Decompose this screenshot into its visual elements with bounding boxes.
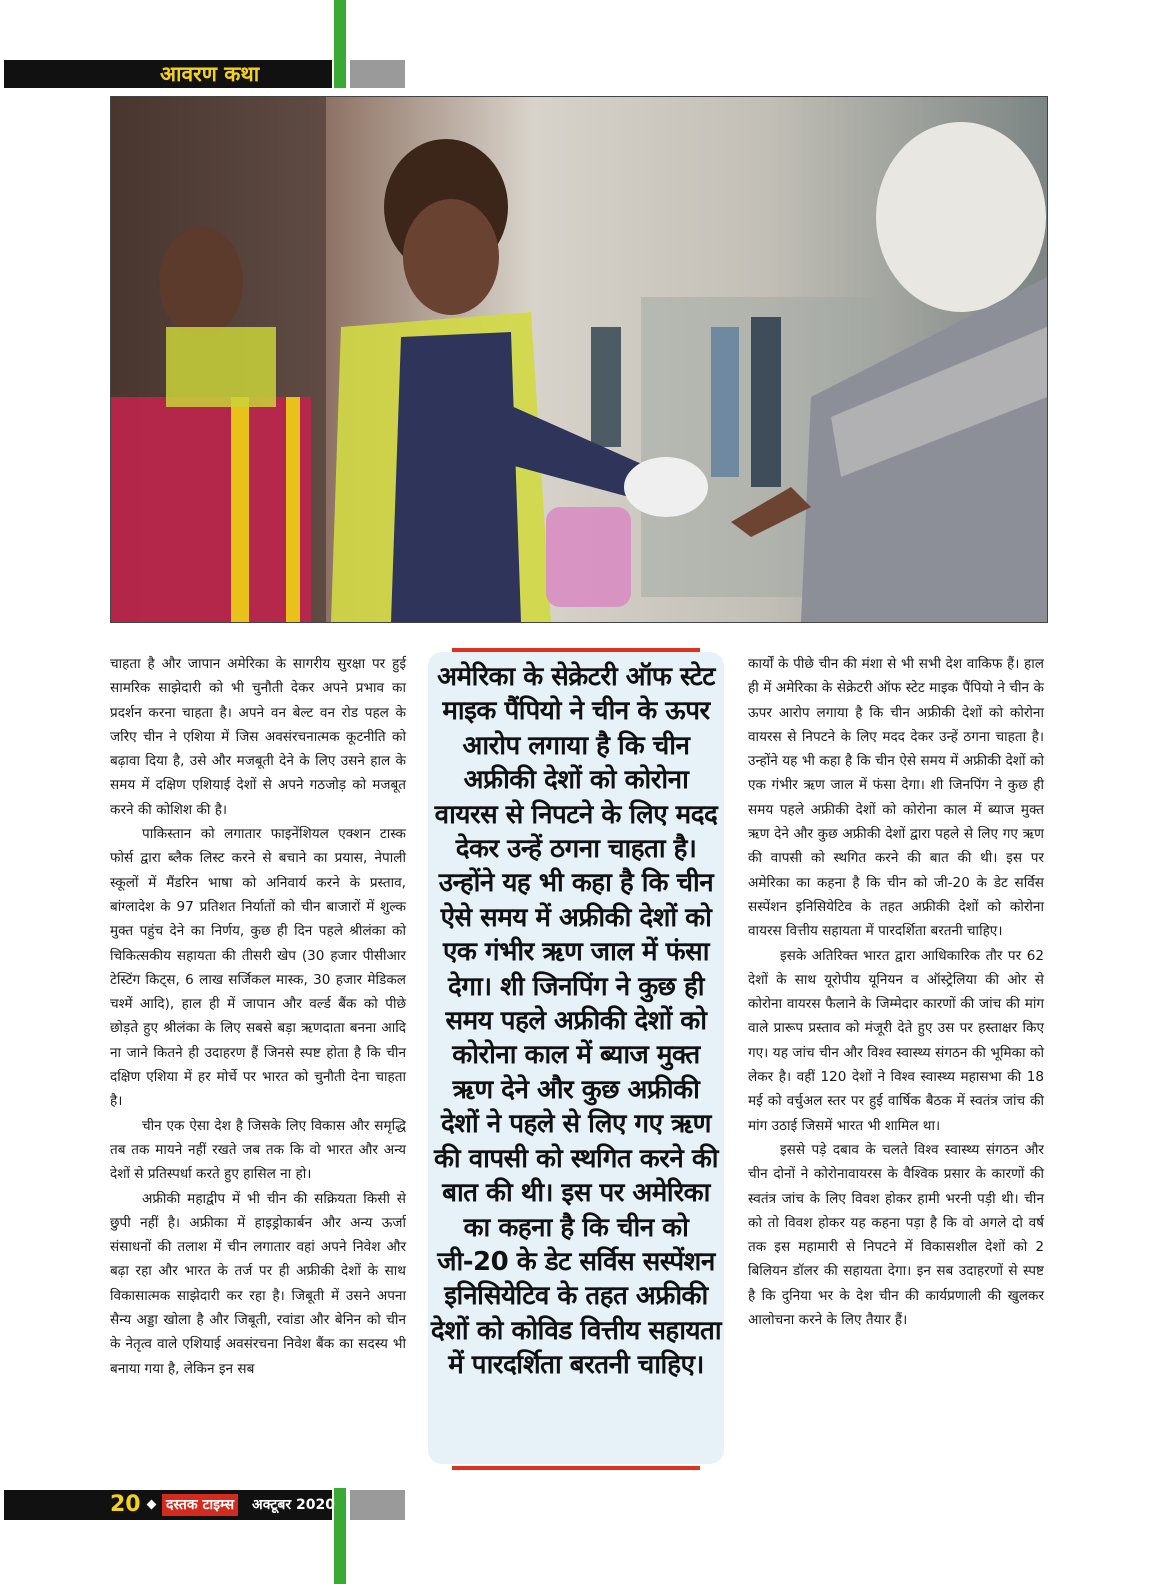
article-photo xyxy=(110,96,1048,623)
magazine-logo: दस्तक टाइम्स xyxy=(162,1494,238,1516)
issue-date: अक्टूबर 2020 xyxy=(252,1497,335,1513)
pull-quote-rule-top xyxy=(452,648,700,652)
section-label: आवरण कथा xyxy=(160,62,260,86)
footer-grey-block xyxy=(350,1490,405,1520)
header-green-accent xyxy=(334,0,346,88)
photo-hand-sanitizing-icon xyxy=(111,97,1047,622)
footer-green-accent xyxy=(334,1488,346,1584)
header-grey-block xyxy=(350,60,405,88)
pull-quote-rule-bottom xyxy=(452,1466,700,1470)
article-paragraph: चाहता है और जापान अमेरिका के सागरीय सुरक्षा पर हुई सामरिक साझेदारी को भी चुनौती देकर अपने प्रभाव का प्रदर्शन करना चाहता है। अपने वन बेल्ट वन रोड पहल के जरिए चीन ने एशिया में जिस अवसंरचनात्मक कूटनीति को बढ़ावा दिया है, उसे और मजबूती देने के लिए उसने हाल के समय में दक्षिण एशियाई देशों से अपने गठजोड़ को मजबूत करने की कोशिश की है। xyxy=(110,656,406,818)
article-column-right xyxy=(748,652,1044,1332)
article-paragraph: पाकिस्तान को लगातार फाइनेंशियल एक्शन टास्क फोर्स द्वारा ब्लैक लिस्ट करने से बचाने का प्रयास, नेपाली स्कूलों में मैंडरिन भाषा को अनिवार्य करने के प्रस्ताव, बांग्लादेश के 97 प्रतिशत निर्यातों को चीन बाजारों में शुल्क मुक्त पहुंच देने का निर्णय, कुछ ही दिन पहले श्रीलंका को चिकित्सकीय सहायता की तीसरी खेप (30 हजार पीसीआर टेस्टिंग किट्स, 6 लाख सर्जिकल मास्क, 30 हजार मेडिकल चश्में आदि), हाल ही में जापान और वर्ल्ड बैंक को पीछे छोड़ते हुए श्रीलंका के लिए सबसे बड़ा ऋणदाता बनना आदि ना जाने कितने ही उदाहरण हैं जिनसे स्पष्ट होता है कि चीन दक्षिण एशिया में हर मोर्चे पर भारत को चुनौती देना चाहता है। xyxy=(110,826,406,1110)
article-paragraph: इससे पड़े दबाव के चलते विश्व स्वास्थ्य संगठन और चीन दोनों ने कोरोनावायरस के वैश्विक प्रसार के कारणों की स्वतंत्र जांच के लिए विवश होकर हामी भरनी पड़ी थी। चीन को तो विवश होकर यह कहना पड़ा है कि वो अगले दो वर्ष तक इस महामारी से निपटने में विकासशील देशों को 2 बिलियन डॉलर की सहायता देगा। इन सब उदाहरणों से स्पष्ट है कि दुनिया भर के देश चीन की कार्यप्रणाली की खुलकर आलोचना करने के लिए तैयार हैं। xyxy=(748,1141,1044,1329)
article-paragraph: अफ्रीकी महाद्वीप में भी चीन की सक्रियता किसी से छुपी नहीं है। अफ्रीका में हाइड्रोकार्बन और अन्य ऊर्जा संसाधनों की तलाश में चीन लगातार वहां अपने निवेश और बढ़ा रहा और भारत के तर्ज पर ही अफ्रीकी देशों के साथ विकासात्मक साझेदारी कर रहा है। जिबूती में उसने अपना सैन्य अड्डा खोला है और जिबूती, रवांडा और बेनिन को चीन के नेतृत्व वाले एशियाई अवसंरचना निवेश बैंक का सदस्य भी बनाया गया है, लेकिन इन सब xyxy=(110,1190,406,1377)
article-paragraph: इसके अतिरिक्त भारत द्वारा आधिकारिक तौर पर 62 देशों के साथ यूरोपीय यूनियन व ऑस्ट्रेलिया की ओर से कोरोना वायरस फैलाने के जिम्मेदार कारणों की जांच की मांग वाले प्रारूप प्रस्ताव को मंजूरी देते हुए उस पर हस्ताक्षर किए गए। यह जांच चीन और विश्व स्वास्थ्य संगठन की भूमिका को लेकर है। वहीं 120 देशों ने विश्व स्वास्थ्य महासभा की 18 मई को वर्चुअल स्तर पर हुई वार्षिक बैठक में स्वतंत्र जांच की मांग उठाई जिसमें भारत भी शामिल था। xyxy=(748,947,1044,1134)
article-paragraph: कार्यों के पीछे चीन की मंशा से भी सभी देश वाकिफ हैं। हाल ही में अमेरिका के सेक्रेटरी ऑफ स्टेट माइक पैंपियो ने चीन के ऊपर आरोप लगाया है कि चीन अफ्रीकी देशों को कोरोना वायरस से निपटने के लिए मदद देकर उन्हें ठगना चाहता है। उन्होंने यह भी कहा है कि चीन ऐसे समय में अफ्रीकी देशों को एक गंभीर ऋण जाल में फंसा देगा। शी जिनपिंग ने कुछ ही समय पहले अफ्रीकी देशों को कोरोना काल में ब्याज मुक्त ऋण देने और कुछ अफ्रीकी देशों द्वारा पहले से लिए गए ऋण की वापसी को स्थगित करने की बात की थी। इस पर अमेरिका का कहना है कि चीन को जी-20 के डेट सर्विस सस्पेंशन इनिसियेटिव के तहत अफ्रीकी देशों को कोरोना वायरस वित्तीय सहायता में पारदर्शिता बरतनी चाहिए। xyxy=(748,656,1044,940)
article-paragraph: चीन एक ऐसा देश है जिसके लिए विकास और समृद्धि तब तक मायने नहीं रखते जब तक कि वो भारत और अन्य देशों से प्रतिस्पर्धा करते हुए हासिल ना हो। xyxy=(110,1117,406,1183)
pull-quote-text: अमेरिका के सेक्रेटरी ऑफ स्टेट माइक पैंपियो ने चीन के ऊपर आरोप लगाया है कि चीन अफ्रीकी देशों को कोरोना वायरस से निपटने के लिए मदद देकर उन्हें ठगना चाहता है। उन्होंने यह भी कहा है कि चीन ऐसे समय में अफ्रीकी देशों को एक गंभीर ऋण जाल में फंसा देगा। शी जिनपिंग ने कुछ ही समय पहले अफ्रीकी देशों को कोरोना काल में ब्याज मुक्त ऋण देने और कुछ अफ्रीकी देशों ने पहले से लिए गए ऋण की वापसी को स्थगित करने की बात की थी। इस पर अमेरिका का कहना है कि चीन को जी-20 के डेट सर्विस सस्पेंशन इनिसियेटिव के तहत अफ्रीकी देशों को कोविड वित्तीय सहायता में पारदर्शिता बरतनी चाहिए। xyxy=(430,662,722,1381)
page-number: 20 xyxy=(110,1492,141,1517)
article-column-left xyxy=(110,652,406,1381)
